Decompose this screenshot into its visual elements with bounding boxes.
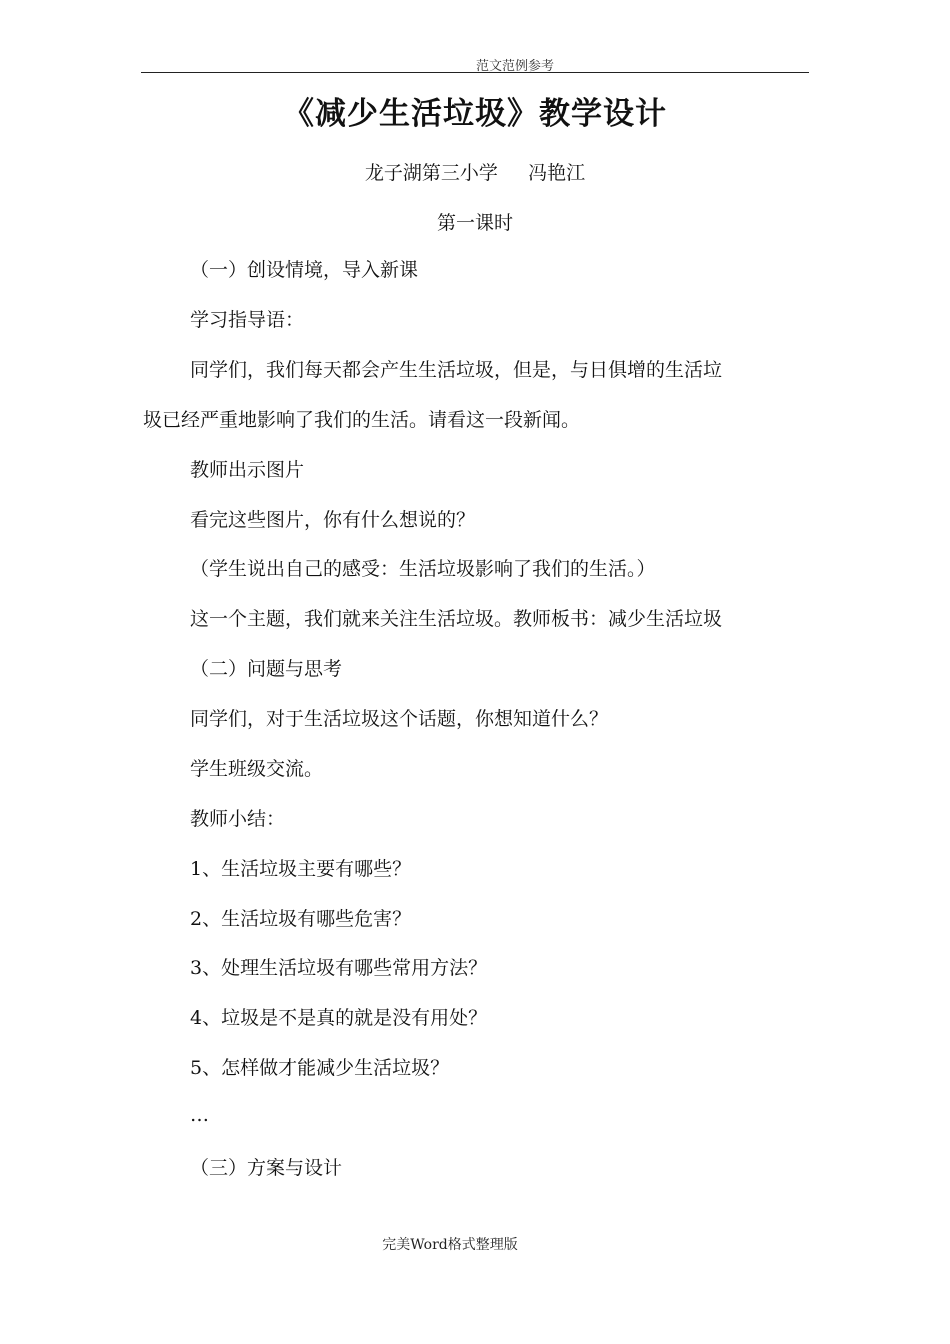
section-heading-1: （一）创设情境，导入新课 [190, 259, 419, 281]
paragraph: 同学们，对于生活垃圾这个话题，你想知道什么？ [190, 708, 609, 730]
author-line: 龙子湖第三小学 冯艳江 [364, 162, 586, 184]
section-heading-3: （三）方案与设计 [190, 1157, 343, 1179]
paragraph: 教师小结： [190, 808, 286, 830]
paragraph-continuation: 圾已经严重地影响了我们的生活。请看这一段新闻。 [143, 409, 581, 431]
document-title: 《减少生活垃圾》教学设计 [283, 96, 667, 132]
paragraph: 学习指导语： [190, 309, 305, 331]
page-header: 范文范例参考 [475, 59, 554, 74]
list-item: 2、生活垃圾有哪些危害？ [190, 908, 412, 930]
section-heading-2: （二）问题与思考 [190, 658, 343, 680]
ellipsis: … [190, 1104, 209, 1126]
page-footer: 完美Word格式整理版 [382, 1237, 518, 1253]
paragraph: 学生班级交流。 [190, 758, 324, 780]
list-item: 5、怎样做才能减少生活垃圾？ [190, 1057, 450, 1079]
paragraph: 看完这些图片，你有什么想说的？ [190, 509, 476, 531]
paragraph: 这一个主题，我们就来关注生活垃圾。教师板书：减少生活垃圾 [190, 608, 723, 630]
paragraph: 教师出示图片 [190, 459, 305, 481]
list-item: 4、垃圾是不是真的就是没有用处？ [190, 1007, 488, 1029]
paragraph: （学生说出自己的感受：生活垃圾影响了我们的生活。） [190, 558, 656, 580]
list-item: 1、生活垃圾主要有哪些？ [190, 858, 412, 880]
header-rule [141, 72, 809, 73]
lesson-label: 第一课时 [436, 212, 513, 234]
paragraph: 同学们，我们每天都会产生生活垃圾，但是，与日俱增的生活垃 [190, 359, 723, 381]
list-item: 3、处理生活垃圾有哪些常用方法？ [190, 957, 488, 979]
